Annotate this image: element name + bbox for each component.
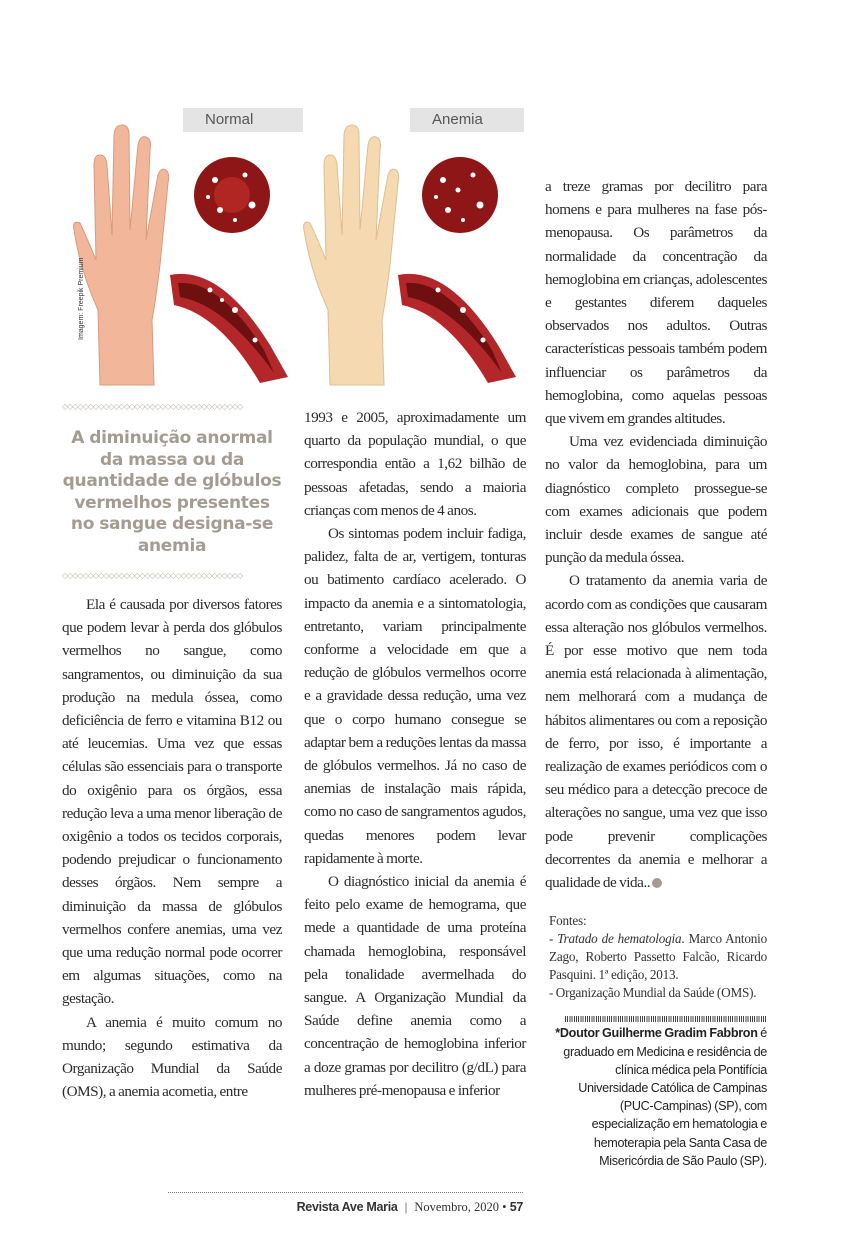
footer-rule [168, 1192, 523, 1193]
label-normal: Normal [183, 108, 303, 132]
source-item [549, 930, 767, 984]
author-name: *Doutor Guilherme Gradim Fabbron [555, 1026, 758, 1041]
paragraph: Os sintomas podem incluir fadiga, palidez, falta de ar, vertigem, tonturas ou batimento cardíaco acelerado. O impacto da anemia e a sintomatologia, entretanto, variam principalmente conforme a velocidade em que a redução de glóbulos vermelhos ocorre e a gravidade dessa redução, uma vez que o corpo humano consegue se adaptar bem a reduções lentas da massa de glóbulos vermelhos. Já no caso de anemias de instalação mais rápida, como no caso de sangramentos agudos, quedas menores podem levar rapidamente à morte. [304, 525, 526, 867]
sources [549, 912, 767, 1002]
column-1 [62, 402, 282, 1103]
sources-heading: Fontes: [549, 913, 587, 929]
image-credit: Imagem: Freepik Premium [78, 257, 85, 340]
issue-date: Novembro, 2020 [414, 1199, 500, 1214]
bullet: • [502, 1199, 507, 1214]
bio-rule [565, 1016, 767, 1022]
paragraph: a treze gramas por decilitro para homens e para mulheres na fase pós-menopausa. Os parâmetros da normalidade da concentração da hemoglobina em crianças, adolescentes e gestantes diferem daqueles observados nos adultos. Outras características pessoais também podem influenciar os parâmetros da hemoglobina, como aquelas pessoas que vivem em grandes altitudes. [545, 178, 767, 428]
pull-quote: A diminuição anormal da massa ou da quantidade de glóbulos vermelhos presentes no sangue designa-se anemia [62, 428, 282, 556]
column-1-text [62, 593, 282, 1103]
paragraph: O diagnóstico inicial da anemia é feito pelo exame de hemograma, que mede a quantidade de uma proteína chamada hemoglobina, responsável pela tonalidade avermelhada do sangue. A Organização Mundial da Saúde define anemia como a concentração de hemoglobina inferior a doze gramas por decilitro (g/dL) para mulheres pré-menopausa e inferior [304, 873, 526, 1099]
footer [168, 1200, 523, 1215]
paragraph: A anemia é muito comum no mundo; segundo estimativa da Organização Mundial da Saúde (OMS), a anemia acometia, entre [62, 1013, 282, 1101]
column-3 [545, 175, 767, 1170]
divider-bottom: ◇◇◇◇◇◇◇◇◇◇◇◇◇◇◇◇◇◇◇◇◇◇◇◇◇◇◇◇◇◇◇◇◇◇◇ [62, 571, 243, 580]
footer-area [168, 1192, 523, 1215]
source-item: - Organização Mundial da Saúde (OMS). [549, 985, 757, 1001]
paragraph: Uma vez evidenciada diminuição no valor da hemoglobina, para um diagnóstico completo prossegue-se com exames adicionais que podem incluir desde exames de sangue até punção da medula óssea. [545, 433, 767, 567]
paragraph: Ela é causada por diversos fatores que podem levar à perda dos glóbulos vermelhos no sangue, como sangramentos, ou diminuição da sua produção na medula óssea, como deficiência de ferro e vitamina B12 ou até leucemias. Uma vez que essas células são essenciais para o transporte do oxigênio para os órgãos, essa redução leva a uma menor liberação de oxigênio a todos os tecidos corporais, podendo prejudicar o funcionamento desses órgãos. Nem sempre a diminuição da massa de glóbulos vermelhos confere anemias, uma vez que uma redução normal pode ocorrer em algumas situações, como na gestação. [62, 596, 282, 1008]
author-bio [545, 1024, 767, 1170]
paragraph: 1993 e 2005, aproximadamente um quarto da população mundial, o que correspondia então a 1,62 bilhão de pessoas afetadas, sendo a maioria crianças com menos de 4 anos. [304, 409, 526, 519]
paragraph [545, 569, 767, 894]
column-2 [304, 406, 526, 1102]
dash: - [549, 931, 558, 947]
source-title: Tratado de hematologia [557, 931, 682, 947]
magazine-name: Revista Ave Maria [296, 1199, 398, 1214]
end-mark-icon [652, 878, 662, 888]
source-details: . Marco Antonio Zago, Roberto Passetto Falcão, Ricardo Pasquini. 1ª edição, 2013. [549, 931, 767, 983]
paragraph-text: O tratamento da anemia varia de acordo com as condições que causaram essa alteração nos glóbulos vermelhos. É por esse motivo que nem toda anemia está relacionada à alimentação, nem melhorará com a mudança de hábitos alimentares ou com a reposição de ferro, por isso, é importante a realização de exames periódicos com o seu médico para a detecção precoce de alterações no sangue, uma vez que isso pode prevenir complicações decorrentes da anemia e melhorar a qualidade de vida.. [545, 572, 767, 892]
page-number: 57 [509, 1199, 523, 1214]
separator: | [404, 1199, 408, 1214]
divider-top: ◇◇◇◇◇◇◇◇◇◇◇◇◇◇◇◇◇◇◇◇◇◇◇◇◇◇◇◇◇◇◇◇◇◇◇ [62, 402, 243, 411]
author-description: é graduado em Medicina e residência de clínica médica pela Pontifícia Universidade Católica de Campinas (PUC-Campinas) (SP), com especialização em hematologia e hemoterapia pela Santa Casa de Misericórdia de São Paulo (SP). [563, 1026, 767, 1168]
label-anemia: Anemia [410, 108, 524, 132]
